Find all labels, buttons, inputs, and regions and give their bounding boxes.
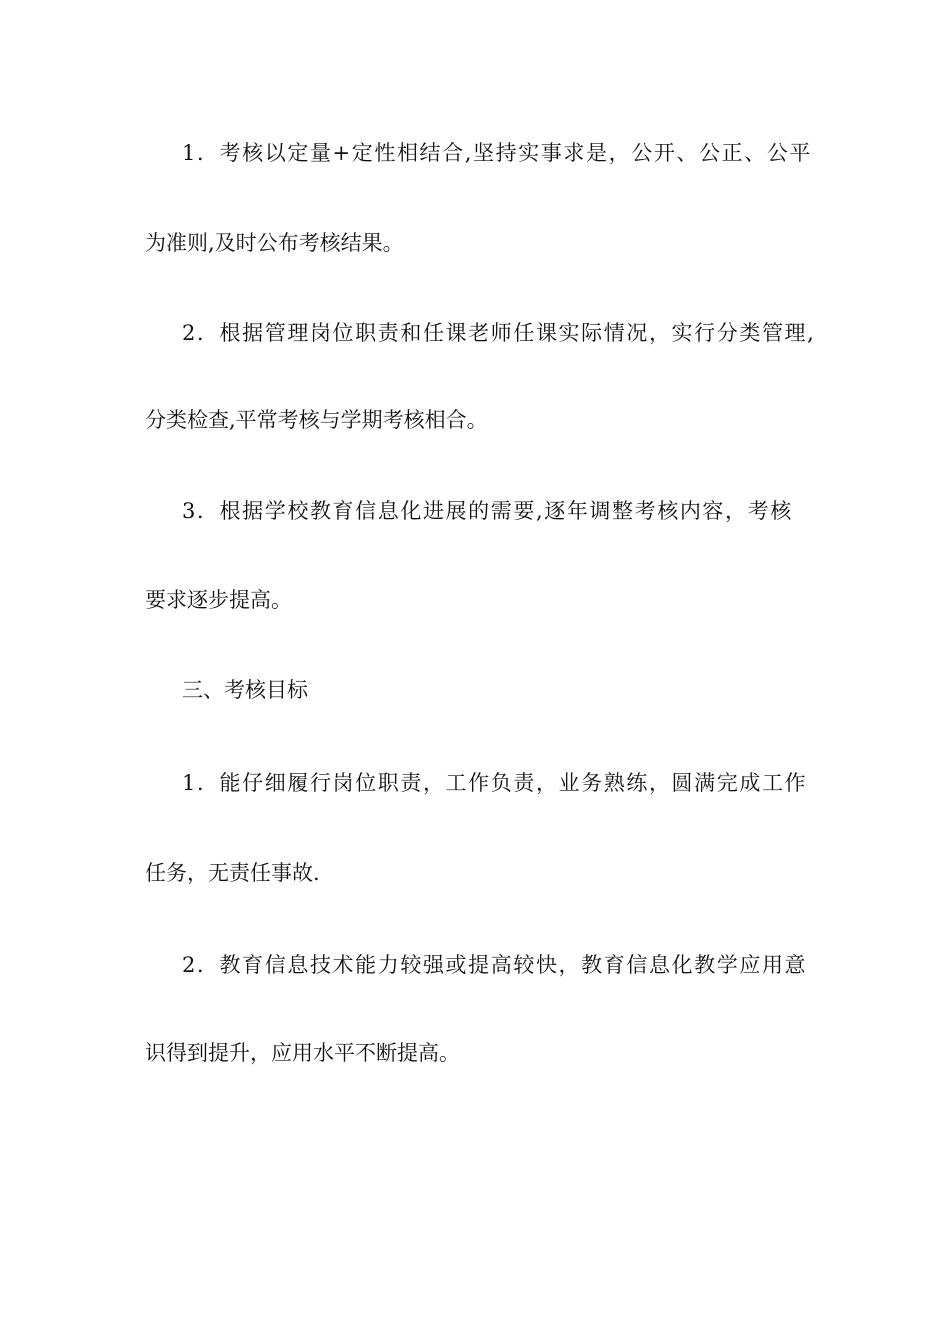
section-heading: 三、考核目标 [182, 678, 308, 702]
paragraph-1-line-1: 1．考核以定量+定性相结合,坚持实事求是，公开、公正、公平 [182, 141, 813, 165]
paragraph-2-line-1: 2．根据管理岗位职责和任课老师任课实际情况，实行分类管理, [182, 321, 816, 345]
paragraph-5-line-1: 2．教育信息技术能力较强或提高较快，教育信息化教学应用意 [182, 953, 808, 977]
paragraph-3-line-2: 要求逐步提高。 [145, 588, 292, 612]
paragraph-2-line-2: 分类检查,平常考核与学期考核相合。 [145, 408, 488, 432]
paragraph-4-line-2: 任务，无责任事故. [145, 861, 320, 885]
paragraph-5-line-2: 识得到提升，应用水平不断提高。 [145, 1041, 460, 1065]
paragraph-3-line-1: 3．根据学校教育信息化进展的需要,逐年调整考核内容，考核 [182, 499, 793, 523]
paragraph-4-line-1: 1．能仔细履行岗位职责，工作负责，业务熟练，圆满完成工作 [182, 771, 808, 795]
paragraph-1-line-2: 为准则,及时公布考核结果。 [145, 231, 404, 255]
